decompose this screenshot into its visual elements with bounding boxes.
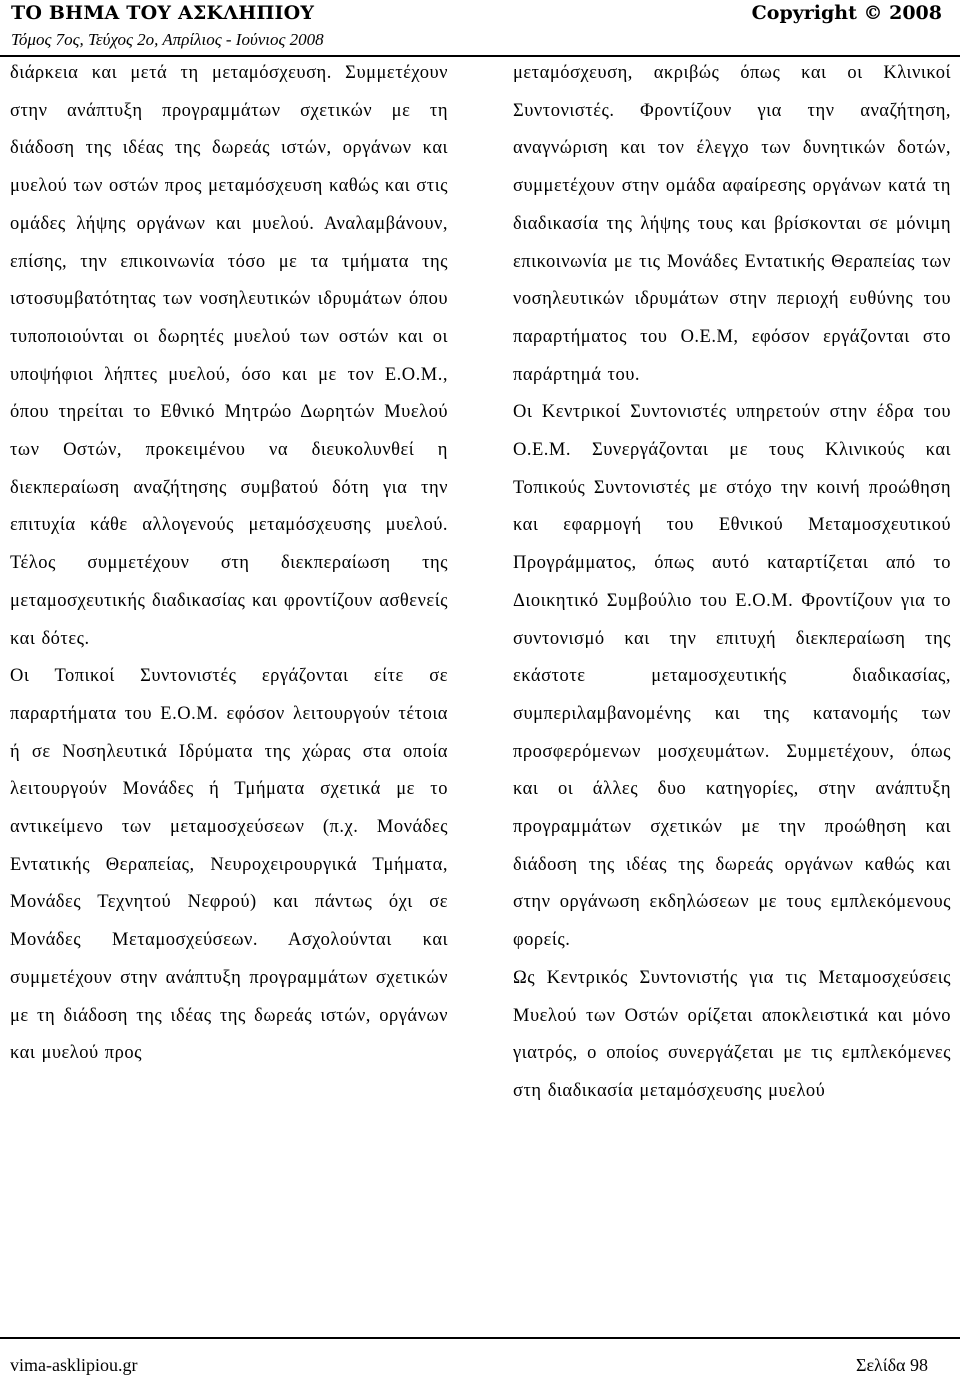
left-paragraph-2: Οι Τοπικοί Συντονιστές εργάζονται είτε σε παραρτήματα του Ε.Ο.Μ. εφόσον λειτουργούν τέτοια ή σε Νοσηλευτικά Ιδρύματα της χώρας στα οποία λειτουργούν Μονάδες ή Τμήματα σχετικά με το αντικείμενο των μεταμοσχεύσεων (π.χ. Μονάδες Εντατικής Θεραπείας, Νευροχειρουργικά Τμήματα, Μονάδες Τεχνητού Νεφρού) και πάντως όχι σε Μονάδες Μεταμοσχεύσεων. Ασχολούνται και συμμετέχουν στην ανάπτυξη προγραμμάτων σχετικών με τη διάδοση της ιδέας της δωρεάς ιστών, οργάνων και μυελού προς — [10, 666, 448, 1064]
right-paragraph-2: Οι Κεντρικοί Συντονιστές υπηρετούν στην έδρα του Ο.Ε.Μ. Συνεργάζονται με τους Κλινικούς και Τοπικούς Συντονιστές με στόχο την κοινή προώθηση και εφαρμογή του Εθνικού Μεταμοσχευτικού Προγράμματος, όπως αυτό καταρτίζεται από το Διοικητικό Συμβούλιο του Ε.Ο.Μ. Φροντίζουν για το συντονισμό και την επιτυχή διεκπεραίωση της εκάστοτε μεταμοσχευτικής διαδικασίας, συμπεριλαμβανομένης και της κατανομής των προσφερόμενων μοσχευμάτων. Συμμετέχουν, όπως και οι άλλες δυο κατηγορίες, στην ανάπτυξη προγραμμάτων σχετικών με την προώθηση και διάδοση της ιδέας της δωρεάς οργάνων καθώς και στην οργάνωση εκδηλώσεων με τους εμπλεκόμενους φορείς. — [513, 402, 951, 951]
footer-divider — [0, 1337, 960, 1339]
right-paragraph-1: μεταμόσχευση, ακριβώς όπως και οι Κλινικοί Συντονιστές. Φροντίζουν για την αναζήτηση, αναγνώριση και τον έλεγχο των δυνητικών δοτών, συμμετέχουν στην ομάδα αφαίρεσης οργάνων κατά τη διαδικασία της λήψης τους και βρίσκονται σε μόνιμη επικοινωνία με τις Μονάδες Εντατικής Θεραπείας των νοσηλευτικών ιδρυμάτων στην περιοχή ευθύνης του παραρτήματος του Ο.Ε.Μ, εφόσον εργάζονται στο παράρτημά του. — [513, 63, 951, 385]
page-number: Σελίδα 98 — [855, 1355, 928, 1375]
copyright-notice: Copyright © 2008 — [751, 2, 942, 24]
left-paragraph-1: διάρκεια και μετά τη μεταμόσχευση. Συμμετέχουν στην ανάπτυξη προγραμμάτων σχετικών με τη διάδοση της ιδέας της δωρεάς ιστών, οργάνων και μυελού των οστών προς μεταμόσχευση καθώς και στις ομάδες λήψης οργάνων και μυελού. Αναλαμβάνουν, επίσης, την επικοινωνία τόσο με τα τμήματα της ιστοσυμβατότητας των νοσηλευτικών ιδρυμάτων όπου τυποποιούνται οι δωρητές μυελού των οστών και οι υποψήφιοι λήπτες μυελού, όσο και με τον Ε.Ο.Μ., όπου τηρείται το Εθνικό Μητρώο Δωρητών Μυελού των Οστών, προκειμένου να διευκολυνθεί η διεκπεραίωση αναζήτησης συμβατού δότη για την επιτυχία κάθε αλλογενούς μεταμόσχευσης μυελού. Τέλος συμμετέχουν στη διεκπεραίωση της μεταμοσχευτικής διαδικασίας και φροντίζουν ασθενείς και δότες. — [10, 63, 448, 649]
right-column — [513, 55, 951, 1111]
issue-line: Τόμος 7ος, Τεύχος 2ο, Απρίλιος - Ιούνιος 2008 — [11, 30, 324, 49]
right-paragraph-3: Ως Κεντρικός Συντονιστής για τις Μεταμοσχεύσεις Μυελού των Οστών ορίζεται αποκλειστικά και μόνο γιατρός, ο οποίος συνεργάζεται με τις εμπλεκόμενες στη διαδικασία μεταμόσχευσης μυελού — [513, 967, 951, 1101]
left-column — [10, 55, 448, 1073]
journal-title: ΤΟ ΒΗΜΑ ΤΟΥ ΑΣΚΛΗΠΙΟΥ — [11, 2, 315, 24]
page-header — [0, 0, 960, 58]
footer-website: vima-asklipiou.gr — [10, 1355, 138, 1375]
